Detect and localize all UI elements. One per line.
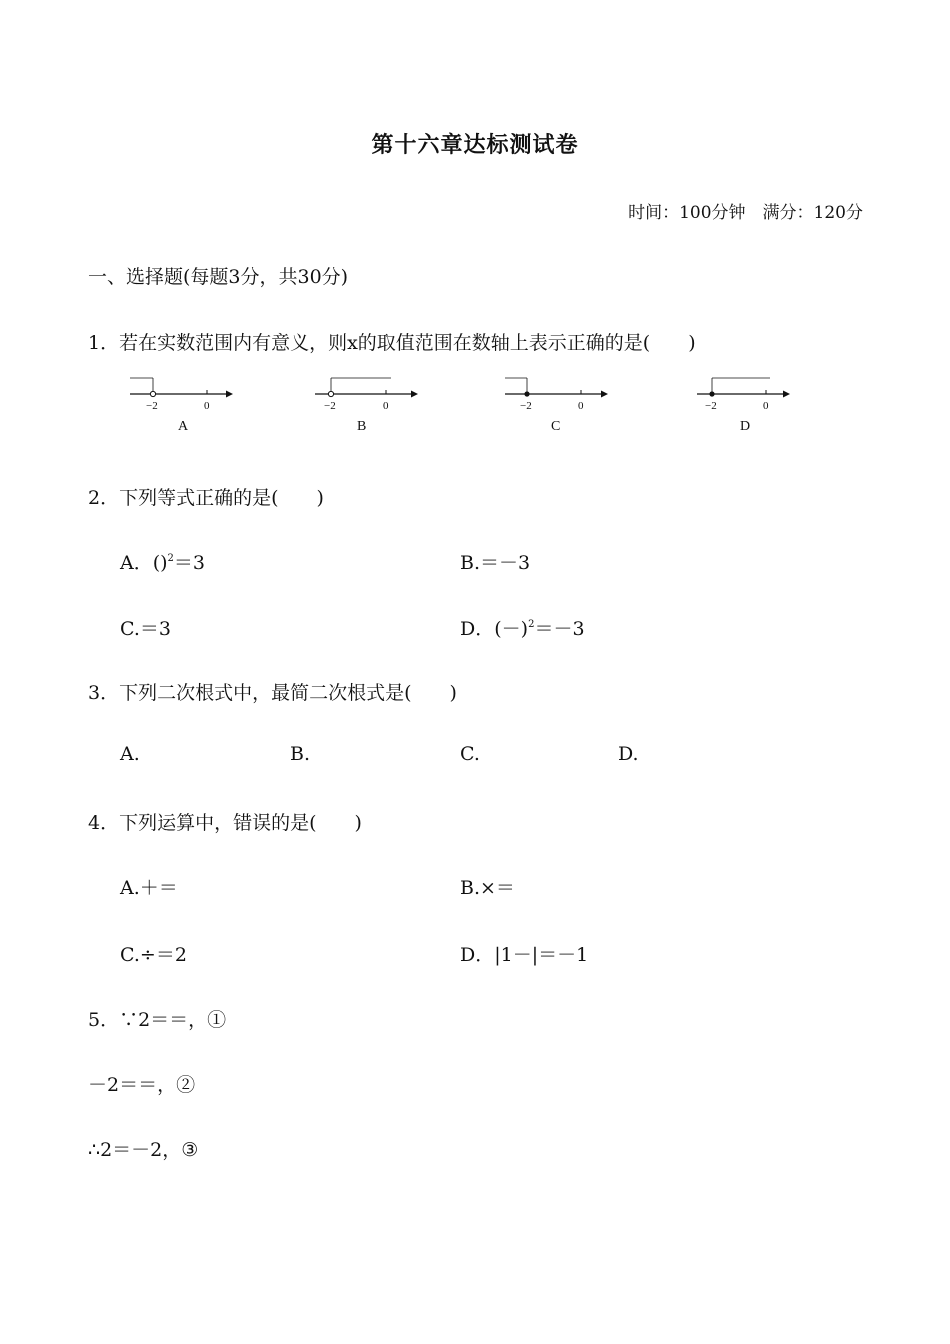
option-a-rhs: ＝3 — [173, 552, 206, 574]
open-point — [328, 391, 333, 396]
option-d-rhs: ＝－3 — [534, 618, 585, 640]
question-3-option-d[interactable]: D. — [618, 743, 639, 765]
open-point — [150, 391, 155, 396]
question-3-option-a[interactable]: A. — [120, 743, 140, 765]
option-a-base: A．() — [120, 552, 168, 574]
option-caption: D — [740, 419, 751, 434]
number-line-option-d[interactable] — [695, 368, 805, 438]
option-d-base: D．(－) — [460, 618, 529, 640]
question-4-option-b[interactable]: B.×＝ — [460, 877, 515, 899]
axis-arrow — [601, 391, 608, 398]
number-line-option-a[interactable] — [128, 368, 238, 438]
option-caption: B — [357, 419, 367, 434]
question-2-option-a[interactable] — [120, 548, 205, 575]
tick-label-neg2: −2 — [324, 400, 336, 412]
number-line-option-b[interactable] — [313, 368, 423, 438]
option-d-exponent: 2 — [528, 619, 535, 630]
tick-label-zero: 0 — [383, 400, 389, 412]
axis-arrow — [411, 391, 418, 398]
tick-label-neg2: −2 — [146, 400, 158, 412]
question-5-line-3: ∴2＝－2，③ — [88, 1139, 199, 1161]
question-2-text: 2．下列等式正确的是( ) — [88, 487, 324, 509]
option-a-exponent: 2 — [167, 553, 174, 564]
tick-label-zero: 0 — [763, 400, 769, 412]
question-2-option-b[interactable]: B.＝－3 — [460, 552, 531, 574]
tick-label-zero: 0 — [578, 400, 584, 412]
option-caption: C — [551, 419, 561, 434]
question-2-option-d[interactable] — [460, 614, 585, 641]
question-2-option-c[interactable]: C.＝3 — [120, 618, 171, 640]
question-3-option-b[interactable]: B. — [290, 743, 311, 765]
question-4-option-c[interactable]: C.÷＝2 — [120, 944, 187, 966]
question-5-line-1: 5．∵2＝＝，① — [88, 1009, 227, 1031]
section-heading: 一、选择题(每题3分，共30分) — [88, 266, 349, 288]
question-1-text: 1．若在实数范围内有意义，则x的取值范围在数轴上表示正确的是( ) — [88, 332, 696, 354]
question-5-line-2: －2＝＝，② — [88, 1074, 196, 1096]
exam-meta: 时间：100分钟 满分：120分 — [628, 203, 863, 223]
page-title: 第十六章达标测试卷 — [371, 132, 579, 158]
question-4-text: 4．下列运算中，错误的是( ) — [88, 812, 362, 834]
question-3-text: 3．下列二次根式中，最简二次根式是( ) — [88, 682, 457, 704]
number-line-option-c[interactable] — [503, 368, 613, 438]
filled-point — [524, 391, 529, 396]
tick-label-neg2: −2 — [520, 400, 532, 412]
question-4-option-d[interactable]: D．|1－|＝－1 — [460, 944, 589, 966]
axis-arrow — [226, 391, 233, 398]
question-4-option-a[interactable]: A.＋＝ — [120, 877, 178, 899]
axis-arrow — [783, 391, 790, 398]
tick-label-neg2: −2 — [705, 400, 717, 412]
tick-label-zero: 0 — [204, 400, 210, 412]
filled-point — [709, 391, 714, 396]
option-caption: A — [178, 419, 189, 434]
question-3-option-c[interactable]: C. — [460, 743, 480, 765]
